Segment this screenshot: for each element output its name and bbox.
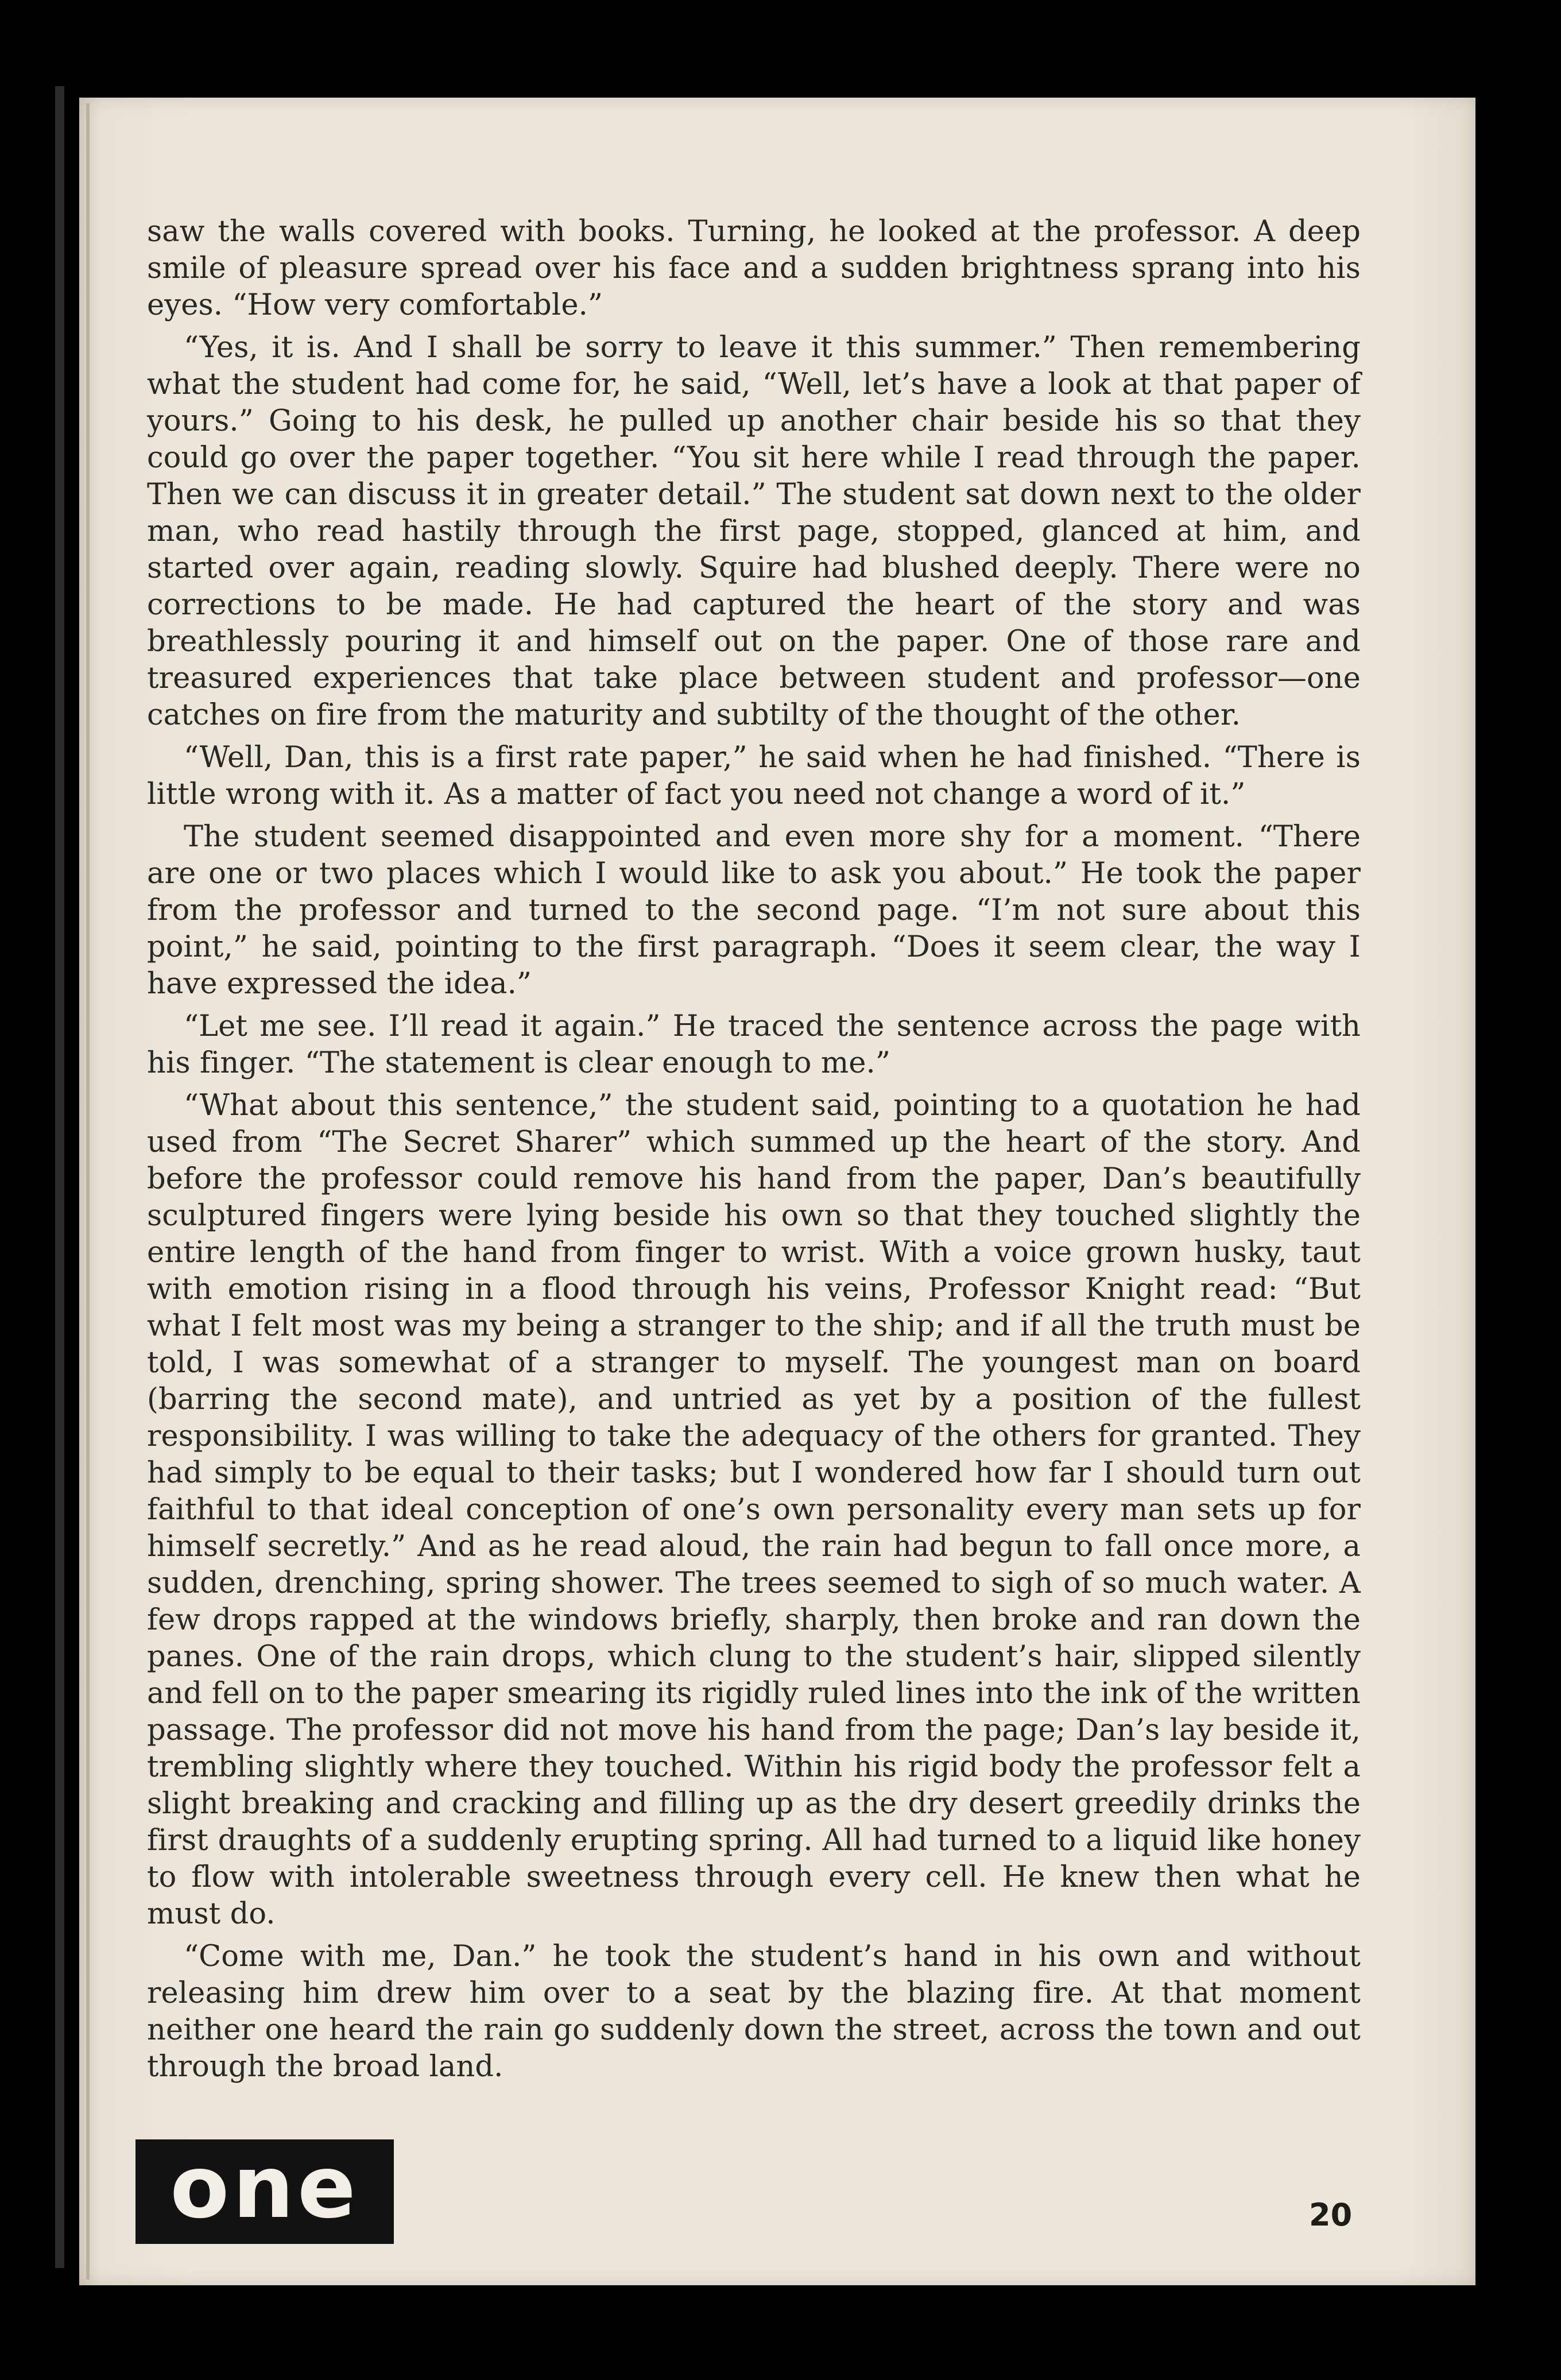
- magazine-logo: [135, 2139, 394, 2244]
- paragraph-3: “Well, Dan, this is a first rate paper,” he said when he had finished. “There is little wrong with it. As a matter of fact you need not change a word of it.”: [147, 741, 1361, 811]
- paragraph-6: “What about this sentence,” the student said, pointing to a quotation he had used from “The Secret Sharer” which summed up the heart of the story. And before the professor could remove his hand from the paper, Dan’s beautifully sculptured fingers were lying beside his own so that they touched slightly the entire length of the hand from finger to wrist. With a voice grown husky, taut with emotion rising in a flood through his veins, Professor Knight read: “But what I felt most was my being a stranger to the ship; and if all the truth must be told, I was somewhat of a stranger to myself. The youngest man on board (barring the second mate), and untried as yet by a position of the fullest responsibility. I was willing to take the adequacy of the others for granted. They had simply to be equal to their tasks; but I wondered how far I should turn out faithful to that ideal conception of one’s own personality every man sets up for himself secretly.” And as he read aloud, the rain had begun to fall once more, a sudden, drenching, spring shower. The trees seemed to sigh of so much water. A few drops rapped at the windows briefly, sharply, then broke and ran down the panes. One of the rain drops, which clung to the student’s hair, slipped silently and fell on to the paper smearing its rigidly ruled lines into the ink of the written passage. The professor did not move his hand from the page; Dan’s lay beside it, trembling slightly where they touched. Within his rigid body the professor felt a slight breaking and cracking and filling up as the dry desert greedily drinks the first draughts of a suddenly erupting spring. All had turned to a liquid like honey to flow with intolerable sweetness through every cell. He knew then what he must do.: [147, 1089, 1361, 1931]
- paragraph-7: “Come with me, Dan.” he took the student’s hand in his own and without releasing him drew him over to a seat by the blazing fire. At that moment neither one heard the rain go suddenly down the street, across the town and out through the broad land.: [147, 1940, 1361, 2084]
- book-edge: [55, 86, 64, 2268]
- page-number: 20: [1309, 2197, 1353, 2233]
- page-fold-line: [86, 103, 90, 2280]
- logo-text: one: [170, 2138, 359, 2238]
- paragraph-5: “Let me see. I’ll read it again.” He traced the sentence across the page with his finger. “The statement is clear enough to me.”: [147, 1009, 1361, 1080]
- article-body: [147, 214, 1361, 2091]
- paragraph-2: “Yes, it is. And I shall be sorry to leave it this summer.” Then remembering what the student had come for, he said, “Well, let’s have a look at that paper of yours.” Going to his desk, he pulled up another chair beside his so that they could go over the paper together. “You sit here while I read through the paper. Then we can discuss it in greater detail.” The student sat down next to the older man, who read hastily through the first page, stopped, glanced at him, and started over again, reading slowly. Squire had blushed deeply. There were no corrections to be made. He had captured the heart of the story and was breathlessly pouring it and himself out on the paper. One of those rare and treasured experiences that take place between student and professor—one catches on fire from the maturity and subtilty of the thought of the other.: [147, 331, 1361, 732]
- paragraph-4: The student seemed disappointed and even more shy for a moment. “There are one or two places which I would like to ask you about.” He took the paper from the professor and turned to the second page. “I’m not sure about this point,” he said, pointing to the first paragraph. “Does it seem clear, the way I have expressed the idea.”: [147, 820, 1361, 1001]
- paragraph-1: saw the walls covered with books. Turning, he looked at the professor. A deep smile of pleasure spread over his face and a sudden brightness sprang into his eyes. “How very comfortable.”: [147, 215, 1361, 322]
